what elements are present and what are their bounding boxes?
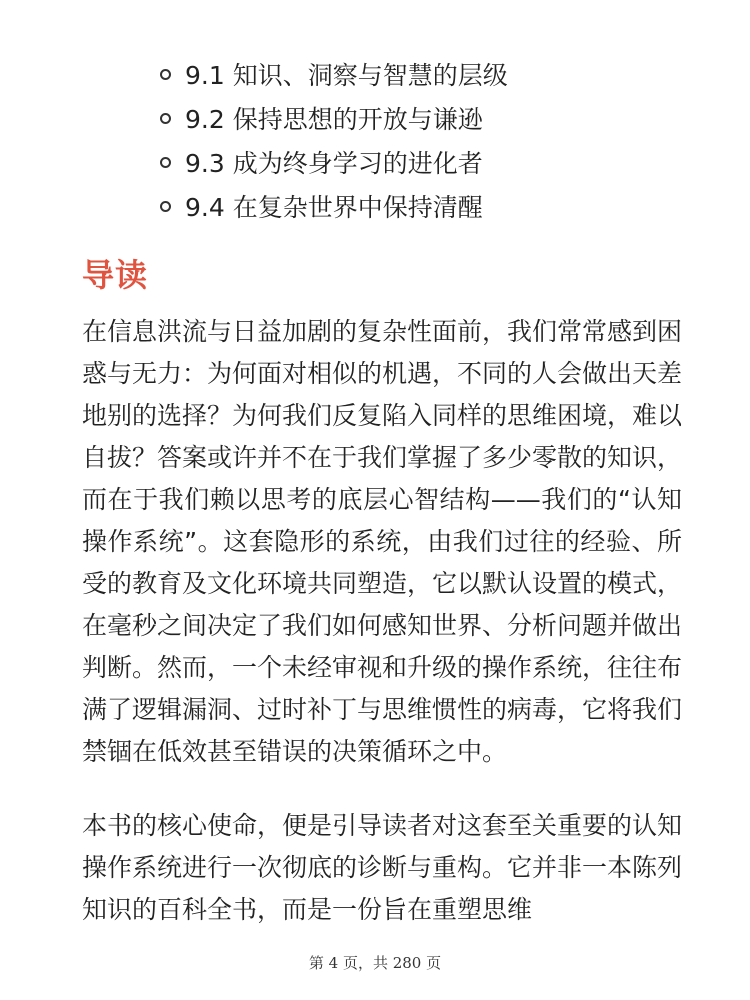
section-heading: 导读 [82,256,149,294]
toc-item-label: 9.2 保持思想的开放与谦逊 [185,105,483,134]
toc-list [160,52,508,228]
toc-item-label: 9.3 成为终身学习的进化者 [185,149,483,178]
toc-item[interactable] [160,184,508,228]
hollow-circle-bullet-icon [160,113,171,124]
hollow-circle-bullet-icon [160,157,171,168]
toc-item[interactable] [160,140,508,184]
body-paragraph: 本书的核心使命，便是引导读者对这套至关重要的认知操作系统进行一次彻底的诊断与重构。它并非一本陈列知识的百科全书，而是一份旨在重塑思维 [82,811,683,924]
toc-item[interactable] [160,52,508,96]
hollow-circle-bullet-icon [160,69,171,80]
toc-item[interactable] [160,96,508,140]
toc-item-label: 9.4 在复杂世界中保持清醒 [185,193,483,222]
body-paragraph: 在信息洪流与日益加剧的复杂性面前，我们常常感到困惑与无力：为何面对相似的机遇，不同的人会做出天差地别的选择？为何我们反复陷入同样的思维困境，难以自拔？答案或许并不在于我们掌握了多少零散的知识，而在于我们赖以思考的底层心智结构——我们的“认知操作系统”。这套隐形的系统，由我们过往的经验、所受的教育及文化环境共同塑造，它以默认设置的模式，在毫秒之间决定了我们如何感知世界、分析问题并做出判断。然而，一个未经审视和升级的操作系统，往往布满了逻辑漏洞、过时补丁与思维惯性的病毒，它将我们禁锢在低效甚至错误的决策循环之中。 [82,317,683,766]
page-number-footer: 第 4 页，共 280 页 [308,954,442,972]
hollow-circle-bullet-icon [160,201,171,212]
toc-item-label: 9.1 知识、洞察与智慧的层级 [185,61,508,90]
